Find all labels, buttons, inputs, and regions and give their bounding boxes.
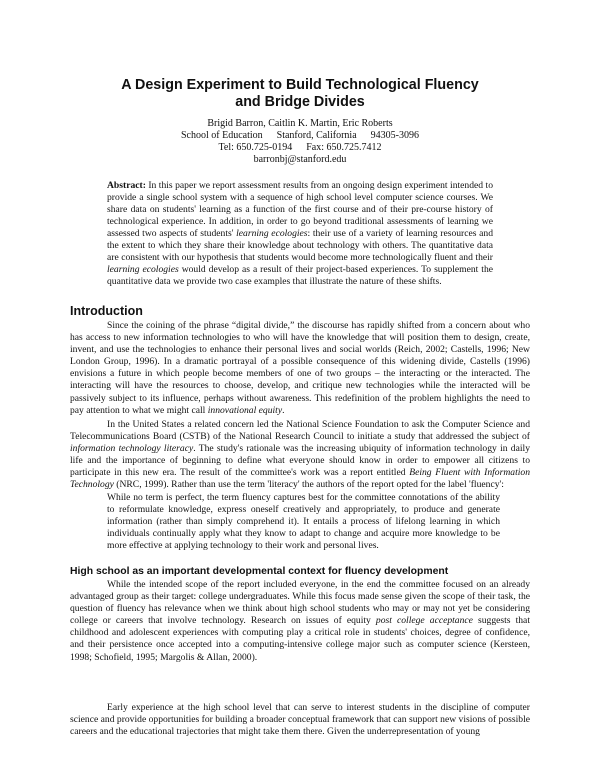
intro-paragraph-1 — [70, 320, 530, 417]
author-tel: Tel: 650.725-0194 — [218, 142, 293, 153]
abstract-text-c: would develop as a result of their project-based experiences. To supplement the quantitative data we provide two case examples that illustrate the nature of these shifts. — [107, 264, 493, 287]
paper-title — [60, 77, 540, 111]
abstract-text-b: : their use of a variety of learning resources and the extent to which they share their knowledge about technology with others. The quantitative data are consistent with our hypothesis that students would become more technologically fluent and their — [107, 228, 494, 263]
abstract-em-b: learning ecologies — [107, 264, 179, 275]
abstract-label: Abstract: — [107, 180, 146, 191]
author-names: Brigid Barron, Caitlin K. Martin, Eric Roberts — [207, 118, 393, 129]
p2-text-c: (NRC, 1999). Rather than use the term 'literacy' the authors of the report opted for the label 'fluency': — [113, 479, 504, 491]
p2-text-b: . The study's rationale was the increasing ubiquity of information technology in daily life and the importance of beginning to define what everyone should know in order to empower all citizens to participate in this new era. The result of the committee's work was a report entitled — [70, 443, 530, 479]
section2-paragraph-1 — [70, 579, 530, 664]
affiliation-city: Stanford, California — [276, 130, 357, 141]
p2-em-1: information technology literacy — [70, 443, 194, 455]
p1-em: innovational equity — [207, 404, 283, 416]
heading-introduction: Introduction — [70, 304, 143, 318]
author-block — [80, 118, 520, 166]
title-line-1: A Design Experiment to Build Technological Fluency — [121, 77, 479, 93]
author-affiliation — [80, 130, 520, 142]
affiliation-zip: 94305-3096 — [370, 130, 419, 141]
p1-text-a: Since the coining of the phrase “digital divide,” the discourse has rapidly shifted from a concern about who has access to new information technologies to who will have the knowledge that will position them to design, create, invent, and use the technologies to enhance their personal lives and social worlds (Reich, 2002; Castells, 1996; New London Group, 1996). In a dramatic portrayal of a possible consequence of this widening divide, Castells (1996) envisions a future in which people become members of one of two groups – the interacting or the interacted. The interacting will have the resources to choose, develop, and critique new technologies while the interacted will be passively subject to its influence, perhaps without awareness. This redefinition of the problem highlights the need to pay attention to what we might call — [70, 320, 530, 416]
abstract-em-a: learning ecologies — [236, 228, 308, 239]
heading-high-school: High school as an important developmental context for fluency development — [70, 566, 449, 577]
abstract — [107, 180, 493, 288]
section2-paragraph-2: Early experience at the high school level that can serve to interest students in the discipline of computer science and provide opportunities for building a broader conceptual framework that can support new visions of possible careers and the educational trajectories that might take them there. Given the underrepresentation of young — [70, 702, 530, 738]
p1-text-b: . — [282, 404, 285, 416]
p3-text-a: While the intended scope of the report included everyone, in the end the committee focused on an already advantaged group as their target: college undergraduates. While this focus made sense given the scope of their task, the question of fluency has relevance when we think about high school students who may or may not yet be considering college or careers that involve technology. Research on issues of equity — [70, 579, 530, 627]
p2-text-a: In the United States a related concern led the National Science Foundation to ask the Computer Science and Telecommunications Board (CSTB) of the National Research Council to initiate a study that addressed the subject of — [70, 419, 530, 443]
author-contact — [80, 142, 520, 154]
p3-text-b: suggests that childhood and adolescent experiences with computing play a critical role in students' choices, degree of confidence, and their persistence once accepted into a computing-intensive college major such as computer science (Kersteen, 1998; Schofield, 1995; Margolis & Allan, 2000). — [70, 615, 530, 663]
p2-em-2: Being Fluent with Information Technology — [70, 467, 530, 491]
title-line-2: and Bridge Divides — [235, 94, 365, 110]
author-fax: Fax: 650.725.7412 — [306, 142, 382, 153]
abstract-text-a: In this paper we report assessment results from an ongoing design experiment intended to provide a single school system with a sequence of high school level computer science courses. We share data on students' learning as a function of the first course and of their pre-course history of technological experience. In addition, in order to go beyond traditional assessments of learning we assessed two aspects of students' — [107, 180, 493, 239]
affiliation-school: School of Education — [181, 130, 263, 141]
intro-paragraph-2 — [70, 419, 530, 492]
block-quote: While no term is perfect, the term fluency captures best for the committee connotations of the ability to reformulate knowledge, express oneself creatively and appropriately, to produce and generate information (rather than simply comprehend it). It entails a process of lifelong learning in which individuals continually apply what they know to adapt to change and acquire more knowledge to be more effective at applying technology to their work and personal lives. — [107, 492, 500, 552]
author-email: barronbj@stanford.edu — [253, 154, 347, 165]
p3-em: post college acceptance — [375, 615, 473, 627]
